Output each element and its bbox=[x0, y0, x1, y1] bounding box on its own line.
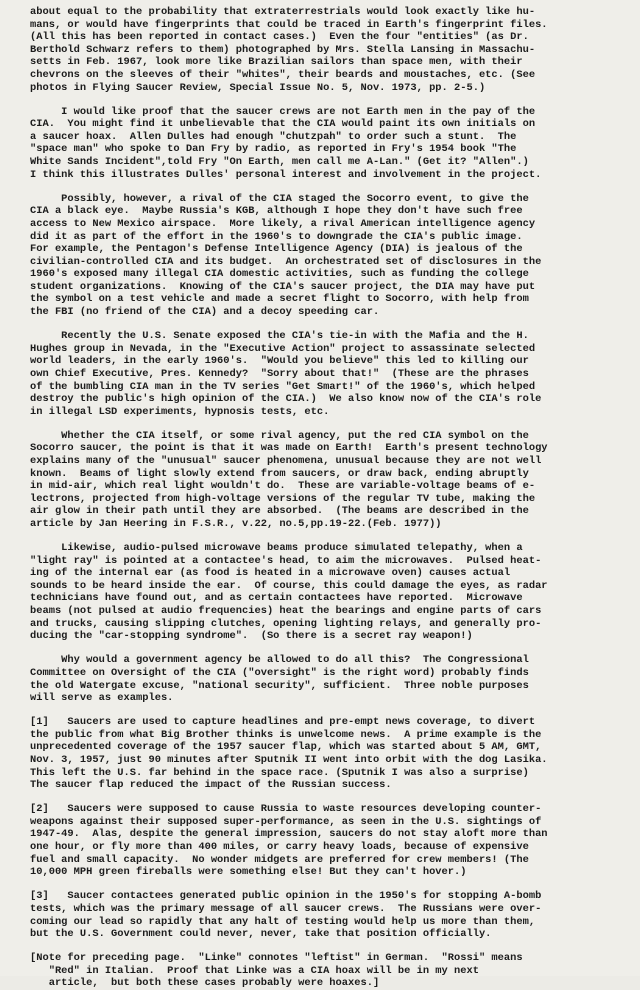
text-line: fuel and small capacity. No wonder midgets are preferred for crew members! (The bbox=[30, 853, 529, 866]
text-line: I would like proof that the saucer crews are not Earth men in the pay of the bbox=[30, 105, 536, 118]
paragraph bbox=[30, 330, 622, 418]
text-line: White Sands Incident",told Fry "On Earth, men call me A-Lan." (Get it? "Allen".) bbox=[30, 156, 529, 169]
text-line: 10,000 MPH green fireballs were something else! But they can't hover.) bbox=[30, 866, 467, 879]
text-line: and trucks, causing slipping clutches, opening lighting relays, and generally pro- bbox=[30, 617, 542, 630]
text-line: [3] Saucer contactees generated public opinion in the 1950's for stopping A-bomb bbox=[30, 890, 542, 903]
text-line: the FBI (no friend of the CIA) and a decoy speeding car. bbox=[30, 306, 380, 319]
text-line: This left the U.S. far behind in the space race. (Sputnik I was also a surprise) bbox=[30, 766, 529, 779]
text-line: Committee on Oversight of the CIA ("oversight" is the right word) probably finds bbox=[30, 666, 529, 679]
paragraph bbox=[30, 193, 622, 319]
text-line: the public from what Big Brother thinks is unwelcome news. A prime example is the bbox=[30, 728, 542, 741]
text-line: The saucer flap reduced the impact of the Russian success. bbox=[30, 779, 392, 792]
text-line: in mid-air, which real light wouldn't do. These are variable-voltage beams of e- bbox=[30, 480, 536, 493]
text-line: Whether the CIA itself, or some rival agency, put the red CIA symbol on the bbox=[30, 429, 529, 442]
text-line: air glow in their path until they are absorbed. (The beams are described in the bbox=[30, 505, 529, 518]
text-line: Possibly, however, a rival of the CIA staged the Socorro event, to give the bbox=[30, 192, 529, 205]
paragraph bbox=[30, 6, 622, 94]
text-line: Berthold Schwarz refers to them) photographed by Mrs. Stella Lansing in Massachu- bbox=[30, 43, 536, 56]
paragraph bbox=[30, 716, 622, 792]
text-line: Hughes group in Nevada, in the "Executive Action" project to assassinate selected bbox=[30, 342, 536, 355]
text-line: [1] Saucers are used to capture headlines and pre-empt news coverage, to divert bbox=[30, 716, 536, 729]
text-line: will serve as examples. bbox=[30, 692, 174, 705]
text-line: but the U.S. Government could never, never, take that position officially. bbox=[30, 928, 492, 941]
text-line: beams (not pulsed at audio frequencies) heat the bearings and engine parts of cars bbox=[30, 605, 542, 618]
text-line: sounds to be heard inside the ear. Of course, this could damage the eyes, as radar bbox=[30, 579, 548, 592]
text-line: coming our lead so rapidly that any halt of testing would help us more than them, bbox=[30, 915, 536, 928]
text-line: CIA. You might find it unbelievable that the CIA would paint its own initials on bbox=[30, 118, 536, 131]
text-line: ducing the "car-stopping syndrome". (So there is a secret ray weapon!) bbox=[30, 630, 473, 643]
text-line: (All this has been reported in contact cases.) Even the four "entities" (as Dr. bbox=[30, 31, 529, 44]
text-line: access to New Mexico airspace. More likely, a rival American intelligence agency bbox=[30, 217, 536, 230]
text-line: "space man" who spoke to Dan Fry by radio, as reported in Fry's 1954 book "The bbox=[30, 143, 517, 156]
text-line: a saucer hoax. Allen Dulles had enough "chutzpah" to order such a stunt. The bbox=[30, 130, 517, 143]
text-line: Why would a government agency be allowed to do all this? The Congressional bbox=[30, 654, 529, 667]
page-text bbox=[30, 6, 622, 990]
text-line: For example, the Pentagon's Defense Intelligence Agency (DIA) is jealous of the bbox=[30, 243, 523, 256]
text-line: setts in Feb. 1967, look more like Brazilian sailors than space men, with their bbox=[30, 56, 523, 69]
text-line: did it as part of the effort in the 1960's to downgrade the CIA's public image. bbox=[30, 230, 523, 243]
paragraph bbox=[30, 890, 622, 940]
text-line: mans, or would have fingerprints that could be traced in Earth's fingerprint files. bbox=[30, 18, 548, 31]
text-line: Recently the U.S. Senate exposed the CIA's tie-in with the Mafia and the H. bbox=[30, 330, 529, 343]
text-line: photos in Flying Saucer Review, Special Issue No. 5, Nov. 1973, pp. 2-5.) bbox=[30, 81, 486, 94]
text-line: about equal to the probability that extraterrestrials would look exactly like hu- bbox=[30, 6, 536, 18]
text-line: article by Jan Heering in F.S.R., v.22, no.5,pp.19-22.(Feb. 1977)) bbox=[30, 517, 442, 530]
text-line: of the bumbling CIA man in the TV series "Get Smart!" of the 1960's, which helped bbox=[30, 380, 536, 393]
text-line: "light ray" is pointed at a contactee's head, to aim the microwaves. Pulsed heat- bbox=[30, 554, 542, 567]
text-line: in illegal LSD experiments, hypnosis tests, etc. bbox=[30, 405, 330, 418]
text-line: own Chief Executive, Pres. Kennedy? "Sorry about that!" (These are the phrases bbox=[30, 367, 529, 380]
paragraph bbox=[30, 430, 622, 531]
text-line: one hour, or fly more than 400 miles, or carry heavy loads, because of expensive bbox=[30, 841, 529, 854]
text-line: civilian-controlled CIA and its budget. An orchestrated set of disclosures in the bbox=[30, 255, 542, 268]
text-line: [2] Saucers were supposed to cause Russia to waste resources developing counter- bbox=[30, 803, 542, 816]
paragraph bbox=[30, 952, 622, 990]
text-line: ing of the internal ear (as food is heated in a microwave oven) causes actual bbox=[30, 567, 511, 580]
paragraph bbox=[30, 803, 622, 879]
text-line: Socorro saucer, the point is that it was made on Earth! Earth's present technology bbox=[30, 442, 548, 455]
paragraph bbox=[30, 654, 622, 704]
text-line: [Note for preceding page. "Linke" connotes "leftist" in German. "Rossi" means bbox=[30, 952, 523, 965]
text-line: chevrons on the sleeves of their "whites", their beards and moustaches, etc. (See bbox=[30, 68, 536, 81]
text-line: the old Watergate excuse, "national security", sufficient. Three noble purposes bbox=[30, 679, 529, 692]
text-line: Likewise, audio-pulsed microwave beams produce simulated telepathy, when a bbox=[30, 542, 523, 555]
text-line: 1947-49. Alas, despite the general impression, saucers do not stay aloft more than bbox=[30, 828, 548, 841]
text-line: I think this illustrates Dulles' personal interest and involvement in the project. bbox=[30, 168, 542, 181]
text-line: known. Beams of light slowly extend from saucers, or draw back, ending abruptly bbox=[30, 467, 529, 480]
text-line: world leaders, in the early 1960's. "Would you believe" this led to killing our bbox=[30, 355, 529, 368]
text-line: Nov. 3, 1957, just 90 minutes after Sputnik II went into orbit with the dog Lasika. bbox=[30, 753, 548, 766]
text-line: technicians have found out, and as certain contactees have reported. Microwave bbox=[30, 592, 523, 605]
text-line: destroy the public's high opinion of the CIA.) We also know now of the CIA's role bbox=[30, 393, 542, 406]
text-line: tests, which was the primary message of all saucer crews. The Russians were over- bbox=[30, 902, 542, 915]
text-line: student organizations. Knowing of the CIA's saucer project, the DIA may have put bbox=[30, 280, 536, 293]
text-line: the symbol on a test vehicle and made a secret flight to Socorro, with help from bbox=[30, 293, 529, 306]
paragraph bbox=[30, 106, 622, 182]
text-line: unprecedented coverage of the 1957 saucer flap, which was started about 5 AM, GMT, bbox=[30, 741, 542, 754]
text-line: article, but both these cases probably were hoaxes.] bbox=[30, 977, 380, 990]
text-line: "Red" in Italian. Proof that Linke was a CIA hoax will be in my next bbox=[30, 964, 479, 977]
paragraph bbox=[30, 542, 622, 643]
text-line: 1960's exposed many illegal CIA domestic activities, such as funding the college bbox=[30, 268, 529, 281]
text-line: weapons against their supposed super-performance, as seen in the U.S. sightings of bbox=[30, 815, 542, 828]
text-line: lectrons, projected from high-voltage versions of the regular TV tube, making the bbox=[30, 492, 536, 505]
text-line: CIA a black eye. Maybe Russia's KGB, although I hope they don't have such free bbox=[30, 205, 523, 218]
text-line: explains many of the "unusual" saucer phenomena, unusual because they are not well bbox=[30, 455, 542, 467]
